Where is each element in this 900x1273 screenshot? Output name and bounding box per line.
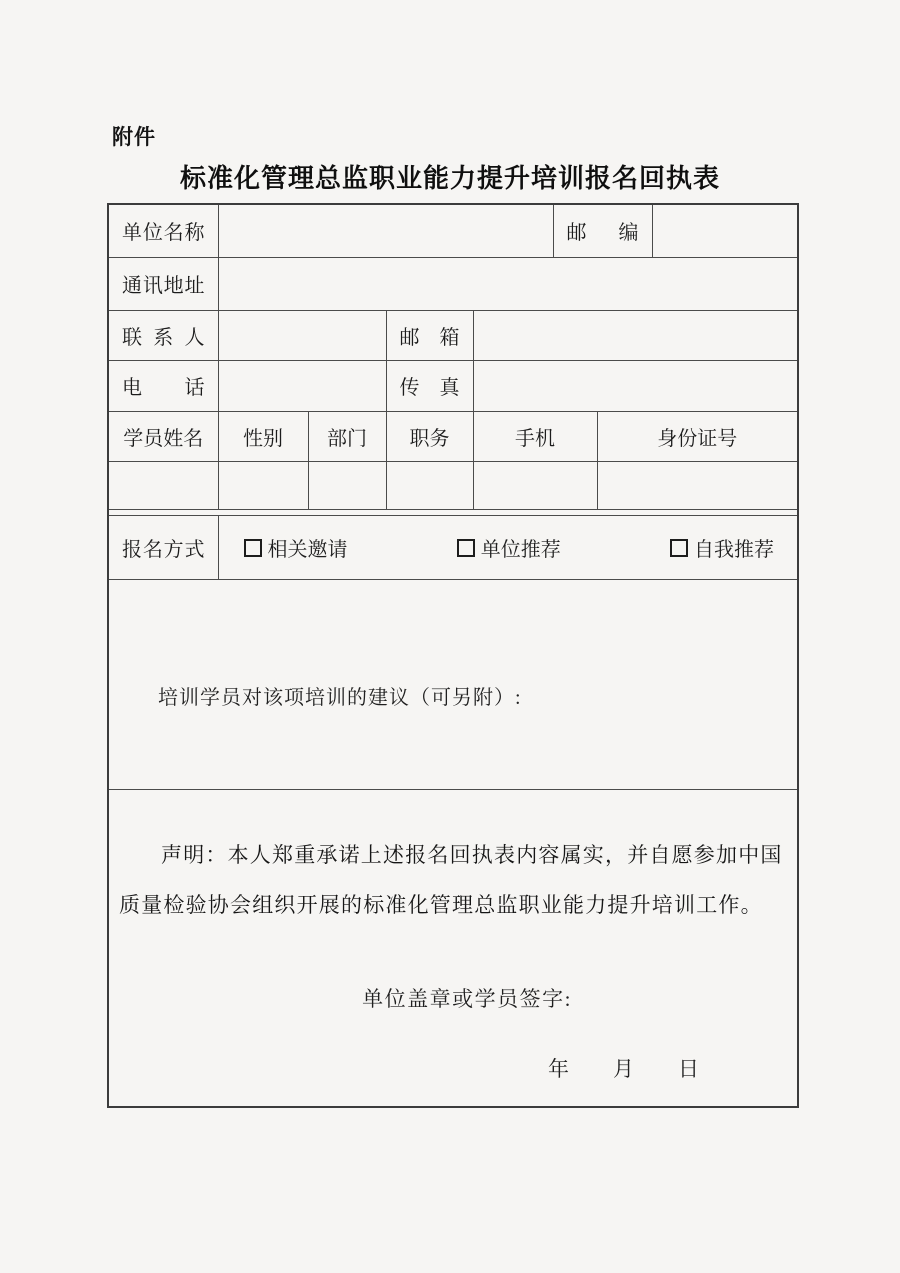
option-label: 自我推荐 (694, 538, 774, 561)
option-label: 相关邀请 (267, 538, 348, 561)
trainee-name-cell[interactable] (108, 461, 218, 509)
address-label: 通讯地址 (108, 257, 218, 310)
table-row (108, 360, 798, 411)
suggestion-cell[interactable] (108, 579, 798, 789)
registration-options (220, 533, 797, 562)
fax-value-cell[interactable] (473, 360, 798, 411)
table-row (108, 204, 798, 257)
suggestion-row (108, 579, 798, 789)
option-unit-recommendation[interactable] (457, 533, 561, 562)
unit-name-label: 单位名称 (108, 204, 218, 257)
checkbox-icon[interactable] (244, 539, 262, 557)
page-title: 标准化管理总监职业能力提升培训报名回执表 (179, 163, 720, 193)
position-header: 职务 (386, 411, 473, 461)
email-value-cell[interactable] (473, 310, 798, 360)
position-cell[interactable] (386, 461, 473, 509)
registration-form-table (107, 203, 799, 1108)
fax-label: 传真 (386, 360, 473, 411)
gender-header: 性别 (218, 411, 308, 461)
checkbox-icon[interactable] (457, 539, 475, 557)
option-self-recommendation[interactable] (670, 533, 774, 562)
suggestion-label: 培训学员对该项培训的建议（可另附）: (158, 686, 522, 709)
id-number-header: 身份证号 (597, 411, 798, 461)
unit-name-value-cell[interactable] (218, 204, 553, 257)
phone-value-cell[interactable] (218, 360, 386, 411)
registration-method-label: 报名方式 (108, 515, 218, 579)
mobile-header: 手机 (473, 411, 597, 461)
department-header: 部门 (308, 411, 386, 461)
mobile-cell[interactable] (473, 461, 597, 509)
registration-options-cell (218, 515, 798, 579)
attachment-label: 附件 (112, 126, 156, 149)
trainee-entry-row (108, 461, 798, 509)
id-number-cell[interactable] (597, 461, 798, 509)
date-line (119, 1053, 787, 1083)
option-label: 单位推荐 (480, 538, 561, 561)
signature-label: 单位盖章或学员签字: (362, 987, 572, 1012)
gender-cell[interactable] (218, 461, 308, 509)
postal-code-value-cell[interactable] (652, 204, 798, 257)
trainee-header-row (108, 411, 798, 461)
email-label: 邮箱 (386, 310, 473, 360)
declaration-text: 声明：本人郑重承诺上述报名回执表内容属实，并自愿参加中国质量检验协会组织开展的标准化管理总监职业能力提升培训工作。 (119, 843, 783, 918)
table-row (108, 310, 798, 360)
registration-method-row (108, 515, 798, 579)
checkbox-icon[interactable] (670, 539, 688, 557)
trainee-name-header: 学员姓名 (108, 411, 218, 461)
postal-code-label: 邮编 (553, 204, 652, 257)
day-label: 日 (678, 1057, 699, 1082)
month-label: 月 (613, 1057, 634, 1082)
phone-label: 电话 (108, 360, 218, 411)
contact-person-value-cell[interactable] (218, 310, 386, 360)
department-cell[interactable] (308, 461, 386, 509)
address-value-cell[interactable] (218, 257, 798, 310)
option-related-invitation[interactable] (244, 533, 348, 562)
contact-person-label: 联系人 (108, 310, 218, 360)
declaration-row (108, 789, 798, 1107)
table-row (108, 257, 798, 310)
year-label: 年 (548, 1057, 569, 1082)
declaration-cell (108, 789, 798, 1107)
